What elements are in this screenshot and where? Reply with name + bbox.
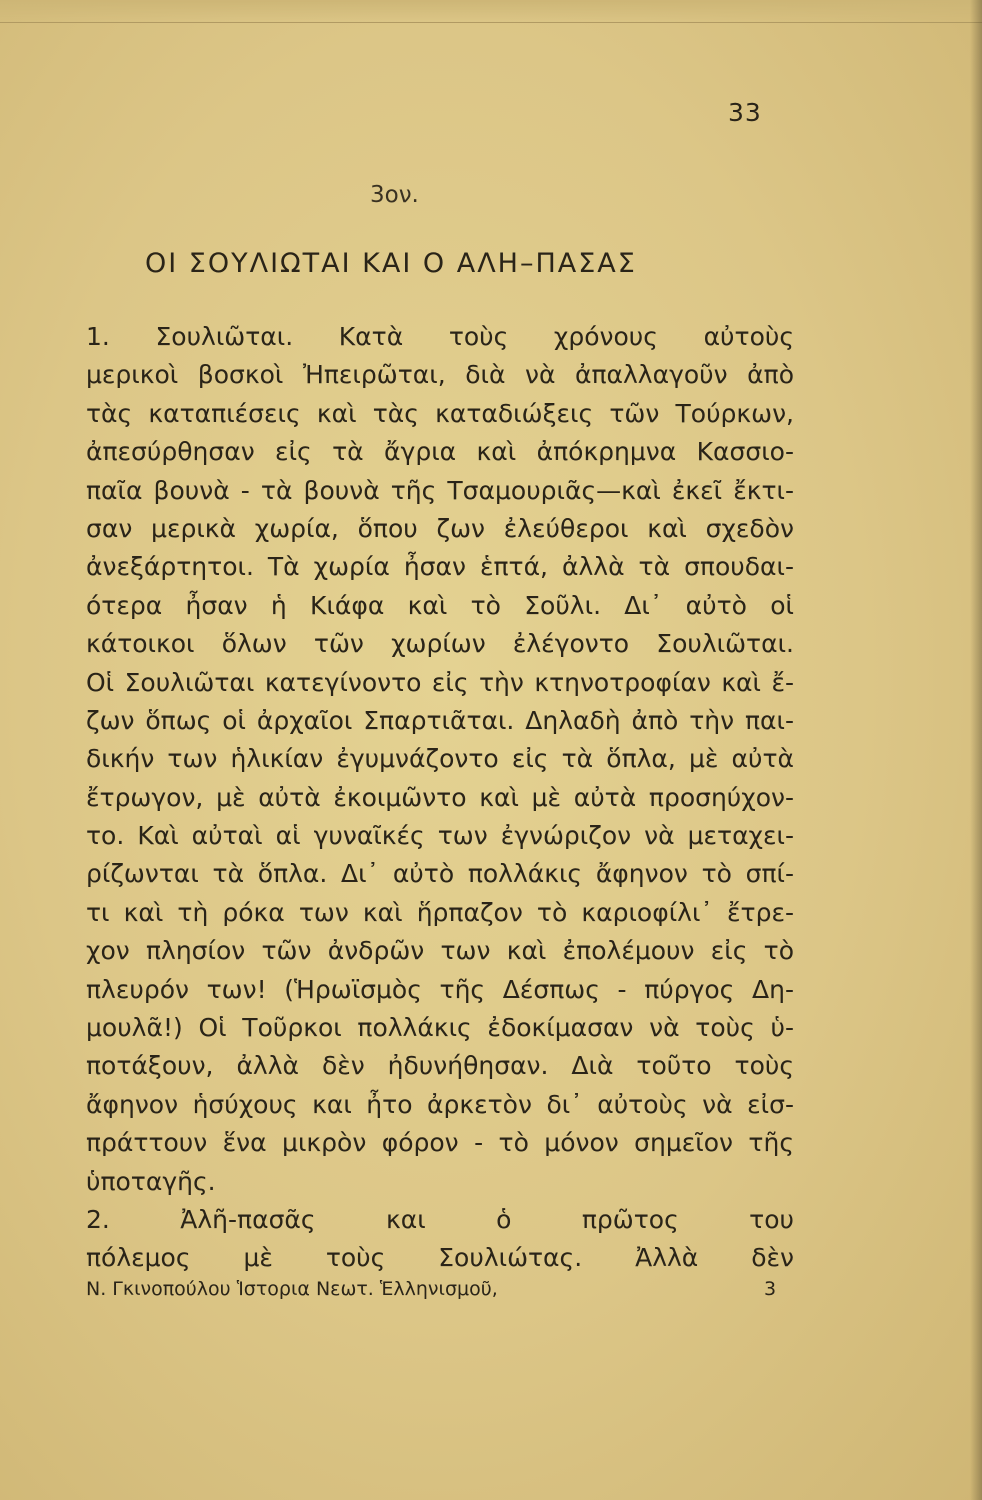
text-line: πόλεμος μὲ τοὺς Σουλιώτας. Ἀλλὰ δὲν <box>86 1243 794 1273</box>
text-line: ἀπεσύρθησαν εἰς τὰ ἄγρια καὶ ἀπόκρημνα Κασσιο- <box>86 437 794 467</box>
footer-book-title: Ν. Γκινοπούλου Ἱστορια Νεωτ. Ἑλληνισμοῦ, <box>86 1278 498 1300</box>
footer-signature-number: 3 <box>764 1278 777 1300</box>
text-line: κάτοικοι ὅλων τῶν χωρίων ἐλέγοντο Σουλιῶται. <box>86 629 794 659</box>
text-line: ζων ὅπως οἱ ἀρχαῖοι Σπαρτιᾶται. Δηλαδὴ ἀπὸ τὴν παι- <box>86 705 794 735</box>
chapter-title: ΟΙ ΣΟΥΛΙΩΤΑΙ ΚΑΙ Ο ΑΛΗ–ΠΑΣΑΣ <box>145 248 637 279</box>
page-top-edge <box>0 0 982 23</box>
text-line: παῖα βουνὰ - τὰ βουνὰ τῆς Τσαμουριᾶς—καὶ ἐκεῖ ἔκτι- <box>86 475 794 505</box>
page-binding-edge <box>970 0 982 1500</box>
text-line: δικήν των ἡλικίαν ἐγυμνάζοντο εἰς τὰ ὅπλα, μὲ αὐτὰ <box>86 744 794 774</box>
text-line: μερικοὶ βοσκοὶ Ἠπειρῶται, διὰ νὰ ἀπαλλαγοῦν ἀπὸ <box>86 360 794 390</box>
text-line: ἔτρωγον, μὲ αὐτὰ ἐκοιμῶντο καὶ μὲ αὐτὰ προσηύχον- <box>86 782 794 812</box>
text-line: χον πλησίον τῶν ἀνδρῶν των καὶ ἐπολέμουν εἰς τὸ <box>86 936 794 966</box>
section-number: 3ον. <box>370 182 419 208</box>
text-line: σαν μερικὰ χωρία, ὅπου ζων ἐλεύθεροι καὶ σχεδὸν <box>86 513 794 543</box>
text-line: τὰς καταπιέσεις καὶ τὰς καταδιώξεις τῶν Τούρκων, <box>86 398 794 428</box>
text-line: ἄφηνον ἡσύχους και ἦτο ἀρκετὸν δι᾽ αὐτοὺς νὰ εἰσ- <box>86 1089 794 1119</box>
text-line: μουλᾶ!) Οἱ Τοῦρκοι πολλάκις ἐδοκίμασαν νὰ τοὺς ὑ- <box>86 1013 794 1043</box>
page-number: 33 <box>728 98 762 127</box>
text-line: 2. Ἀλῆ-πασᾶς και ὁ πρῶτος του <box>86 1204 794 1234</box>
text-line: Οἱ Σουλιῶται κατεγίνοντο εἰς τὴν κτηνοτροφίαν καὶ ἔ- <box>86 667 794 697</box>
text-line: ἀνεξάρτητοι. Τὰ χωρία ἦσαν ἑπτά, ἀλλὰ τὰ σπουδαι- <box>86 552 794 582</box>
text-line: πράττουν ἕνα μικρὸν φόρον - τὸ μόνον σημεῖον τῆς <box>86 1128 794 1158</box>
text-line: ρίζωνται τὰ ὅπλα. Δι᾽ αὐτὸ πολλάκις ἄφηνον τὸ σπί- <box>86 859 794 889</box>
text-line: ότερα ἦσαν ἡ Κιάφα καὶ τὸ Σοῦλι. Δι᾽ αὐτὸ οἱ <box>86 590 794 620</box>
text-line: τι καὶ τὴ ρόκα των καὶ ἥρπαζον τὸ καριοφίλι᾽ ἔτρε- <box>86 897 794 927</box>
text-line: πλευρόν των! (Ἡρωϊσμὸς τῆς Δέσπως - πύργος Δη- <box>86 974 794 1004</box>
text-line: το. Καὶ αὐταὶ αἱ γυναῖκές των ἐγνώριζον νὰ μεταχει- <box>86 821 794 851</box>
text-line: 1. Σουλιῶται. Κατὰ τοὺς χρόνους αὐτοὺς <box>86 322 794 351</box>
body-text <box>86 318 794 1278</box>
text-line: ποτάξουν, ἀλλὰ δὲν ἠδυνήθησαν. Διὰ τοῦτο τοὺς <box>86 1051 794 1081</box>
text-line: ὑποταγῆς. <box>86 1166 216 1196</box>
